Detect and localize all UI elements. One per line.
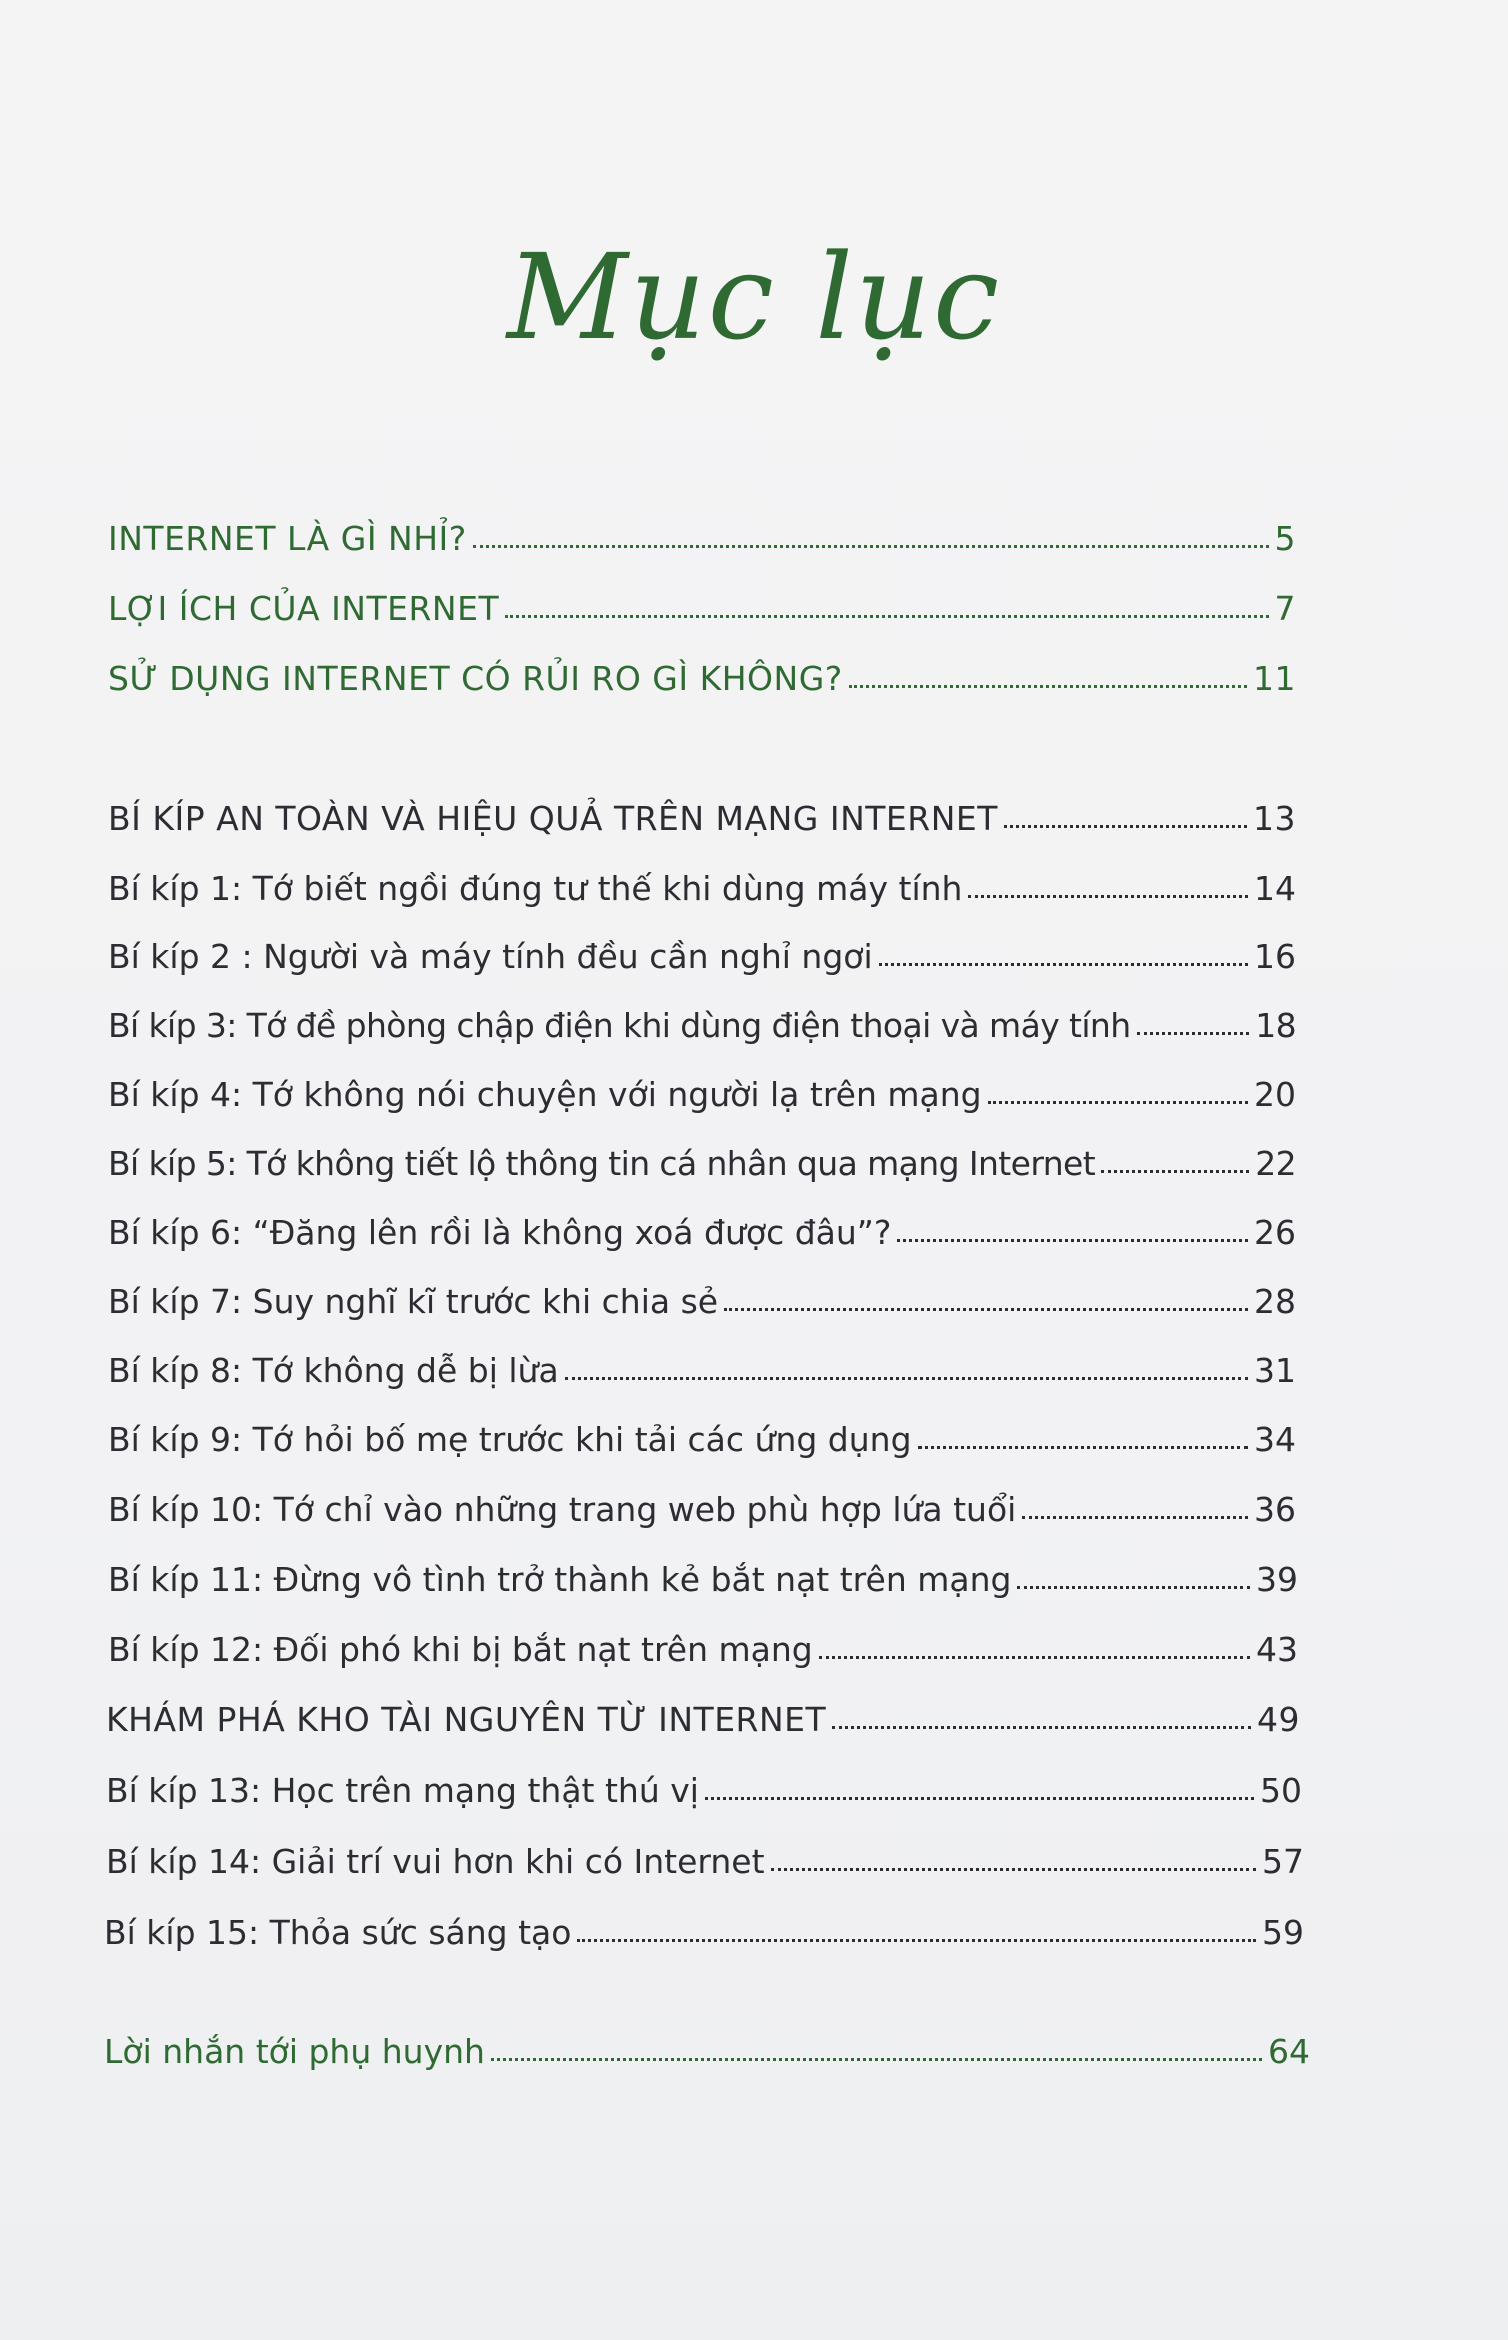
toc-leader-dots xyxy=(724,1308,1248,1311)
toc-row-closing xyxy=(104,2032,1310,2071)
toc-page-number: 13 xyxy=(1253,799,1296,838)
toc-row-entry xyxy=(106,1842,1304,1881)
toc-leader-dots xyxy=(473,545,1269,548)
toc-page-number: 59 xyxy=(1262,1913,1304,1952)
toc-row-entry xyxy=(108,1144,1296,1183)
toc-label: Bí kíp 3: Tớ đề phòng chập điện khi dùng điện thoại và máy tính xyxy=(108,1006,1131,1045)
toc-label: Bí kíp 10: Tớ chỉ vào những trang web phù hợp lứa tuổi xyxy=(108,1490,1017,1529)
toc-label: Bí kíp 6: “Đăng lên rồi là không xoá được đâu”? xyxy=(108,1213,892,1252)
toc-row-entry xyxy=(108,1630,1298,1669)
toc-leader-dots xyxy=(1137,1032,1250,1035)
toc-leader-dots xyxy=(918,1446,1248,1449)
toc-label: Bí kíp 8: Tớ không dễ bị lừa xyxy=(108,1351,559,1390)
toc-leader-dots xyxy=(1022,1516,1248,1519)
toc-leader-dots xyxy=(565,1377,1248,1380)
toc-page-number: 20 xyxy=(1254,1075,1296,1114)
toc-page-number: 14 xyxy=(1254,869,1296,908)
toc-page-number: 36 xyxy=(1254,1490,1296,1529)
toc-label: Bí kíp 9: Tớ hỏi bố mẹ trước khi tải các ứng dụng xyxy=(108,1420,912,1459)
toc-row-heading xyxy=(108,799,1296,838)
toc-label: Bí kíp 1: Tớ biết ngồi đúng tư thế khi dùng máy tính xyxy=(108,869,963,908)
page-title: Mục lục xyxy=(506,228,1002,366)
toc-page-number: 11 xyxy=(1253,659,1296,698)
toc-leader-dots xyxy=(879,963,1248,966)
toc-label: BÍ KÍP AN TOÀN VÀ HIỆU QUẢ TRÊN MẠNG INTERNET xyxy=(108,799,998,838)
toc-label: SỬ DỤNG INTERNET CÓ RỦI RO GÌ KHÔNG? xyxy=(108,659,843,698)
toc-row-entry xyxy=(106,1771,1302,1810)
toc-row-entry xyxy=(108,869,1296,908)
toc-page-number: 64 xyxy=(1268,2032,1310,2071)
toc-page-number: 28 xyxy=(1254,1282,1296,1321)
toc-page-number: 18 xyxy=(1255,1006,1296,1045)
toc-label: INTERNET LÀ GÌ NHỈ? xyxy=(108,519,467,558)
toc-label: Bí kíp 2 : Người và máy tính đều cần nghỉ ngơi xyxy=(108,937,873,976)
toc-leader-dots xyxy=(705,1797,1254,1800)
toc-leader-dots xyxy=(968,895,1248,898)
toc-leader-dots xyxy=(832,1726,1251,1729)
toc-leader-dots xyxy=(1101,1170,1249,1173)
toc-label: Bí kíp 14: Giải trí vui hơn khi có Internet xyxy=(106,1842,765,1881)
toc-leader-dots xyxy=(988,1101,1248,1104)
toc-row-entry xyxy=(108,1490,1296,1529)
toc-label: Bí kíp 12: Đối phó khi bị bắt nạt trên mạng xyxy=(108,1630,813,1669)
toc-row-entry xyxy=(108,937,1296,976)
toc-page-number: 5 xyxy=(1274,519,1296,558)
toc-label: Lời nhắn tới phụ huynh xyxy=(104,2032,485,2071)
toc-leader-dots xyxy=(1004,825,1247,828)
toc-page-number: 49 xyxy=(1257,1700,1300,1739)
toc-page-number: 7 xyxy=(1274,589,1296,628)
toc-row-heading xyxy=(106,1700,1300,1739)
toc-leader-dots xyxy=(897,1239,1248,1242)
toc-row-entry xyxy=(108,1560,1298,1599)
toc-page-number: 43 xyxy=(1256,1630,1298,1669)
toc-page-number: 34 xyxy=(1254,1420,1296,1459)
toc-row-section xyxy=(108,589,1296,628)
toc-row-entry xyxy=(104,1913,1304,1952)
toc-leader-dots xyxy=(771,1868,1256,1871)
toc-label: KHÁM PHÁ KHO TÀI NGUYÊN TỪ INTERNET xyxy=(106,1700,827,1739)
toc-leader-dots xyxy=(491,2058,1262,2061)
toc-page-number: 57 xyxy=(1262,1842,1304,1881)
toc-leader-dots xyxy=(505,615,1268,618)
toc-row-entry xyxy=(108,1351,1296,1390)
toc-row-entry xyxy=(108,1075,1296,1114)
toc-row-entry xyxy=(108,1006,1296,1045)
toc-row-entry xyxy=(108,1420,1296,1459)
toc-page-number: 26 xyxy=(1254,1213,1296,1252)
toc-row-section xyxy=(108,659,1296,698)
toc-page-number: 50 xyxy=(1260,1771,1302,1810)
toc-page-number: 16 xyxy=(1254,937,1296,976)
toc-label: Bí kíp 7: Suy nghĩ kĩ trước khi chia sẻ xyxy=(108,1282,719,1321)
toc-row-section xyxy=(108,519,1296,558)
toc-leader-dots xyxy=(819,1656,1250,1659)
toc-page-number: 39 xyxy=(1256,1560,1298,1599)
toc-leader-dots xyxy=(849,685,1247,688)
toc-label: LỢI ÍCH CỦA INTERNET xyxy=(108,589,500,628)
toc-label: Bí kíp 11: Đừng vô tình trở thành kẻ bắt nạt trên mạng xyxy=(108,1560,1012,1599)
toc-page-number: 31 xyxy=(1254,1351,1296,1390)
toc-label: Bí kíp 13: Học trên mạng thật thú vị xyxy=(106,1771,699,1810)
toc-row-entry xyxy=(108,1213,1296,1252)
toc-row-entry xyxy=(108,1282,1296,1321)
toc-label: Bí kíp 15: Thỏa sức sáng tạo xyxy=(104,1913,572,1952)
toc-label: Bí kíp 4: Tớ không nói chuyện với người lạ trên mạng xyxy=(108,1075,982,1114)
toc-leader-dots xyxy=(577,1939,1256,1942)
toc-leader-dots xyxy=(1017,1586,1250,1589)
toc-label: Bí kíp 5: Tớ không tiết lộ thông tin cá nhân qua mạng Internet xyxy=(108,1144,1096,1183)
toc-page-number: 22 xyxy=(1255,1144,1296,1183)
